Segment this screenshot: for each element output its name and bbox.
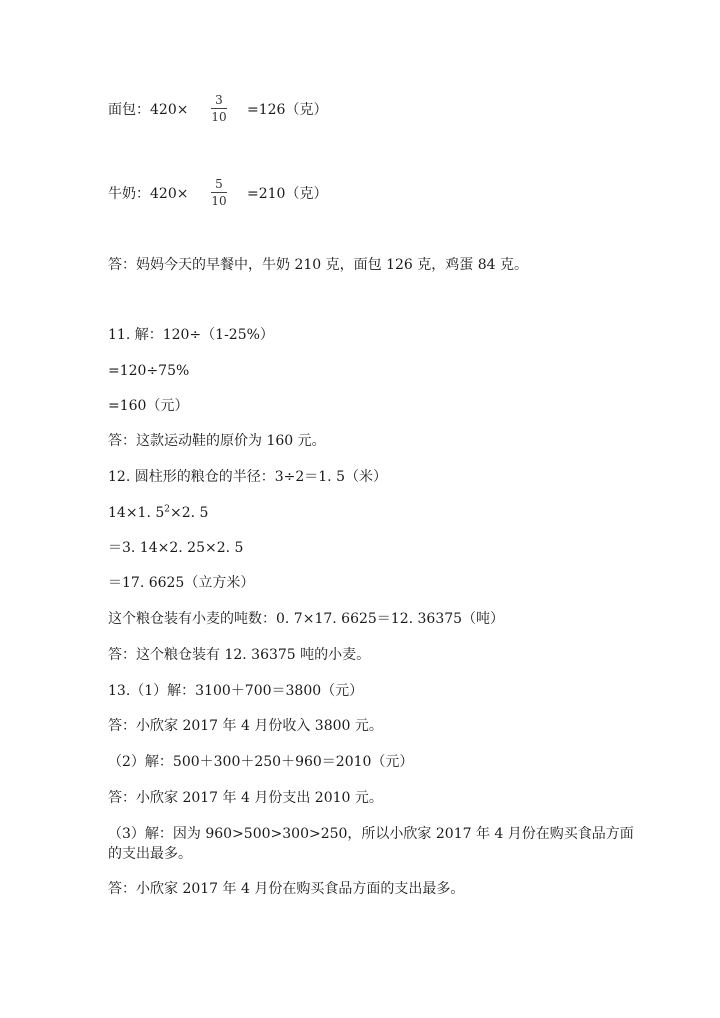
milk-calc-result: =210（克）: [247, 186, 328, 202]
bread-calc-lead: 面包：420×: [108, 102, 189, 118]
q12-line5: 这个粮仓装有小麦的吨数：0. 7×17. 6625＝12. 36375（吨）: [108, 611, 505, 627]
q12-line4: ＝17. 6625（立方米）: [108, 575, 255, 591]
answer-10: 答：妈妈今天的早餐中，牛奶 210 克，面包 126 克，鸡蛋 84 克。: [108, 257, 528, 273]
q13-part2: （2）解：500＋300＋250＋960＝2010（元）: [108, 754, 414, 770]
milk-fraction-numerator: 5: [215, 177, 223, 191]
q13-part3-line1: （3）解：因为 960>500>300>250，所以小欣家 2017 年 4 月份在购买食品方面: [108, 826, 634, 842]
q12-line2-exponent: 2: [164, 504, 170, 515]
bread-fraction-numerator: 3: [215, 93, 223, 107]
q13-part1: 13.（1）解：3100＋700＝3800（元）: [108, 683, 364, 699]
q11-line3: =160（元）: [108, 398, 189, 414]
q13-answer1: 答：小欣家 2017 年 4 月份收入 3800 元。: [108, 718, 383, 734]
milk-calc-lead: 牛奶：420×: [108, 186, 189, 202]
q12-line2: [108, 504, 208, 522]
milk-fraction-denominator: 10: [211, 194, 227, 208]
fraction-bar: [211, 108, 227, 109]
q13-answer3: 答：小欣家 2017 年 4 月份在购买食品方面的支出最多。: [108, 881, 465, 897]
q12-line2-pre: 14×1. 5: [108, 505, 165, 521]
bread-fraction-denominator: 10: [211, 110, 227, 124]
bread-fraction: [209, 94, 229, 124]
q12-line1: 12. 圆柱形的粮仓的半径：3÷2＝1. 5（米）: [108, 469, 387, 485]
q12-line3: ＝3. 14×2. 25×2. 5: [108, 540, 244, 556]
q11-line1: 11. 解：120÷（1-25%）: [108, 327, 274, 343]
fraction-bar: [211, 192, 227, 193]
q11-line2: =120÷75%: [108, 363, 190, 379]
bread-calc-result: =126（克）: [247, 102, 328, 118]
q13-answer2: 答：小欣家 2017 年 4 月份支出 2010 元。: [108, 790, 383, 806]
milk-fraction: [209, 178, 229, 208]
q12-line2-post: ×2. 5: [170, 505, 209, 521]
q12-answer: 答：这个粮仓装有 12. 36375 吨的小麦。: [108, 647, 371, 663]
q13-part3-line2: 的支出最多。: [108, 846, 192, 862]
q11-answer: 答：这款运动鞋的原价为 160 元。: [108, 433, 326, 449]
